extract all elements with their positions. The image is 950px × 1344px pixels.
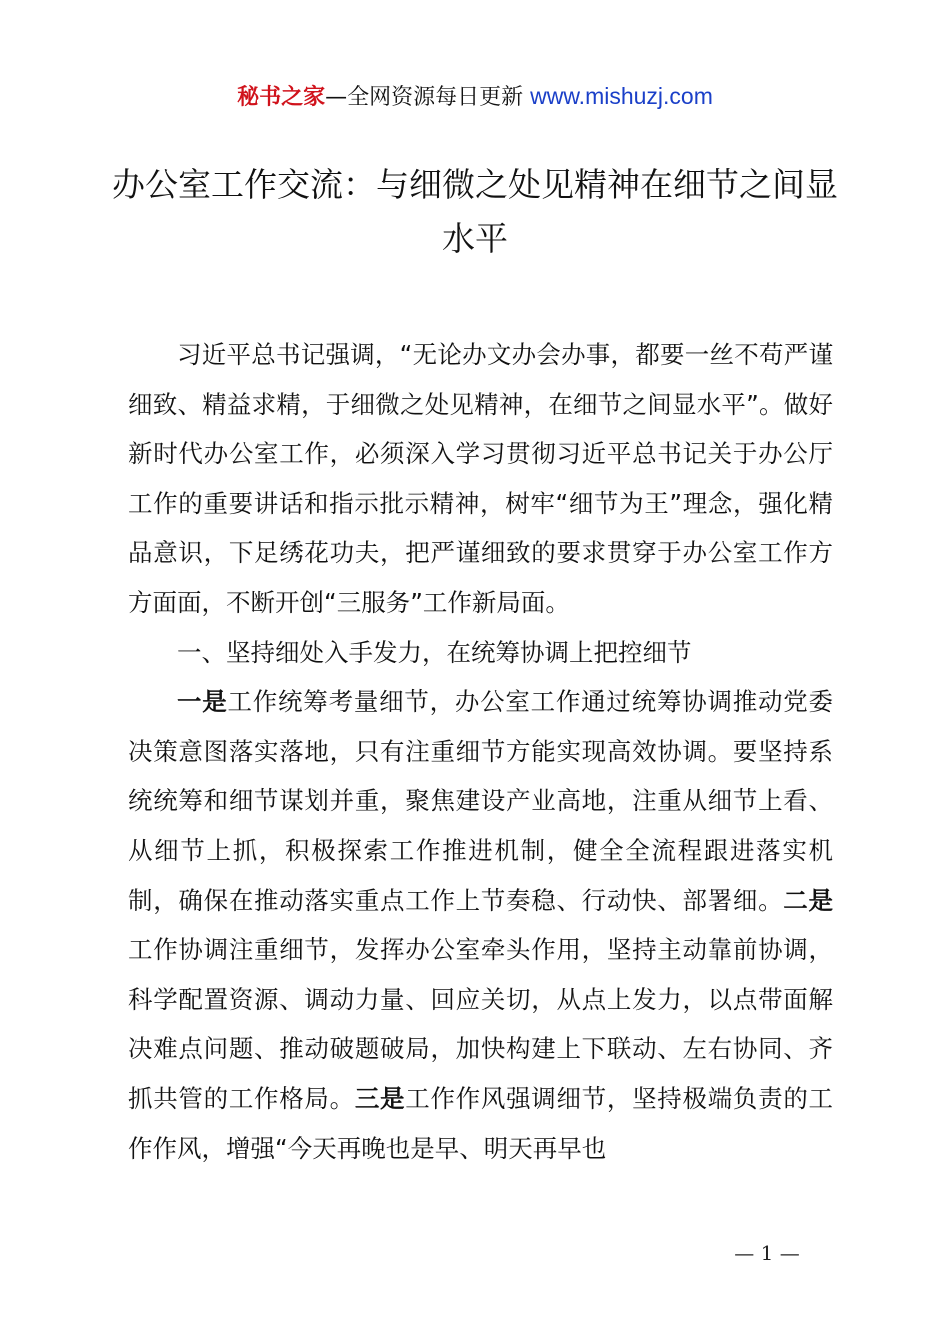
brand-name: 秘书之家 — [237, 85, 326, 110]
page-number: — 1 — — [734, 1241, 800, 1265]
intro-paragraph: 习近平总书记强调，“无论办文办会办事，都要一丝不苟严谨细致、精益求精，于细微之处见精神，在细节之间显水平”。做好新时代办公室工作，必须深入学习贯彻习近平总书记关于办公厅工作的重要讲话和指示批示精神，树牢“细节为王”理念，强化精品意识，下足绣花功夫，把严谨细致的要求贯穿于办公室工作方方面面，不断开创“三服务”工作新局面。 — [128, 340, 833, 617]
document-title: 办公室工作交流：与细微之处见精神在细节之间显水平 — [112, 165, 838, 258]
point-2-lead: 二是 — [783, 885, 834, 915]
banner-tagline: —全网资源每日更新 — [325, 85, 531, 110]
document-body — [128, 330, 833, 1173]
site-banner — [0, 80, 950, 114]
point-1-lead: 一是 — [177, 687, 228, 717]
point-3-text: 工作作风强调细节，坚持极端负责的工作作风，增强“今天再晚也是早、明天再早也 — [128, 1083, 834, 1163]
point-3-lead: 三是 — [354, 1083, 406, 1113]
points-paragraph — [128, 677, 833, 1173]
point-2-text: 工作协调注重细节，发挥办公室牵头作用，坚持主动靠前协调，科学配置资源、调动力量、回应关切，从点上发力，以点带面解决难点问题、推动破题破局，加快构建上下联动、左右协同、齐抓共管的工作格局。 — [128, 935, 833, 1113]
point-1-text: 工作统筹考量细节，办公室工作通过统筹协调推动党委决策意图落实落地，只有注重细节方能实现高效协调。要坚持系统统筹和细节谋划并重，聚焦建设产业高地，注重从细节上看、从细节上抓，积极探索工作推进机制，健全全流程跟进落实机制，确保在推动落实重点工作上节奏稳、行动快、部署细。 — [128, 687, 834, 915]
site-url[interactable]: www.mishuzj.com — [530, 83, 713, 109]
section-heading: 一、坚持细处入手发力，在统筹协调上把控细节 — [177, 637, 692, 667]
